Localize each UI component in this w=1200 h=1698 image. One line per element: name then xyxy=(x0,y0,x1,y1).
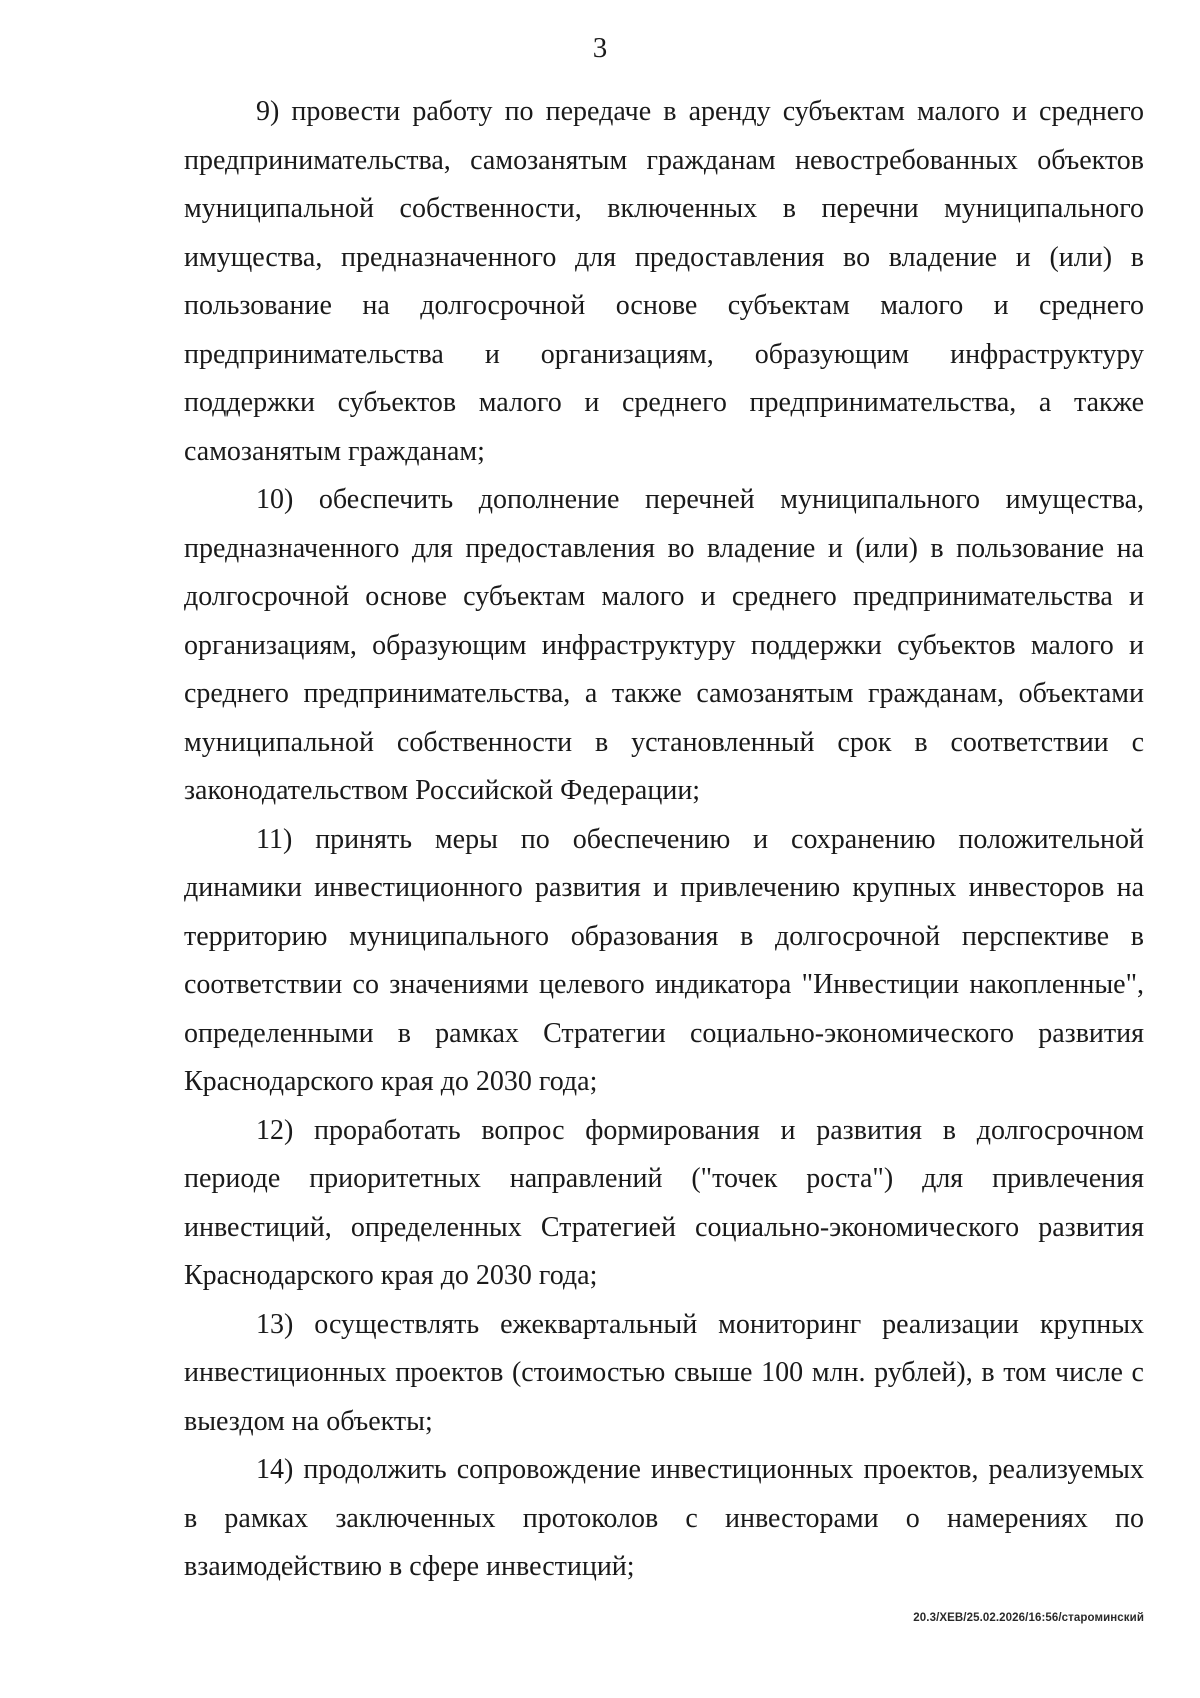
paragraph-item-13: 13) осуществлять ежеквартальный мониторинг реализации крупных инвестиционных проектов (стоимостью свыше 100 млн. рублей), в том числе с выездом на объекты; xyxy=(184,1308,1144,1437)
page-number: 3 xyxy=(592,32,608,64)
paragraph-item-11: 11) принять меры по обеспечению и сохранению положительной динамики инвестиционного развития и привлечению крупных инвесторов на территорию муниципального образования в долгосрочной перспективе в соответствии со значениями целевого индикатора "Инвестиции накопленные", определенными в рамках Стратегии социально-экономического развития Краснодарского края до 2030 года; xyxy=(184,823,1144,1097)
paragraph-item-12: 12) проработать вопрос формирования и развития в долгосрочном периоде приоритетных направлений ("точек роста") для привлечения инвестиций, определенных Стратегией социально-экономического развития Краснодарского края до 2030 года; xyxy=(184,1114,1144,1291)
document-body xyxy=(184,88,1144,1592)
paragraph-item-14: 14) продолжить сопровождение инвестиционных проектов, реализуемых в рамках заключенных протоколов с инвесторами о намерениях по взаимодействию в сфере инвестиций; xyxy=(184,1454,1144,1582)
paragraph-item-9: 9) провести работу по передаче в аренду субъектам малого и среднего предпринимательства, самозанятым гражданам невостребованных объектов муниципальной собственности, включенных в перечни муниципального имущества, предназначенного для предоставления во владение и (или) в пользование на долгосрочной основе субъектам малого и среднего предпринимательства и организациям, образующим инфраструктуру поддержки субъектов малого и среднего предпринимательства, а также самозанятым гражданам; xyxy=(184,96,1144,467)
paragraph-item-10: 10) обеспечить дополнение перечней муниципального имущества, предназначенного для предоставления во владение и (или) в пользование на долгосрочной основе субъектам малого и среднего предпринимательства и организациям, образующим инфраструктуру поддержки субъектов малого и среднего предпринимательства, а также самозанятым гражданам, объектами муниципальной собственности в установленный срок в соответствии с законодательством Российской Федерации; xyxy=(184,484,1144,806)
footer-registration-stamp: 20.3/ХЕВ/25.02.2026/16:56/староминский xyxy=(913,1612,1144,1624)
